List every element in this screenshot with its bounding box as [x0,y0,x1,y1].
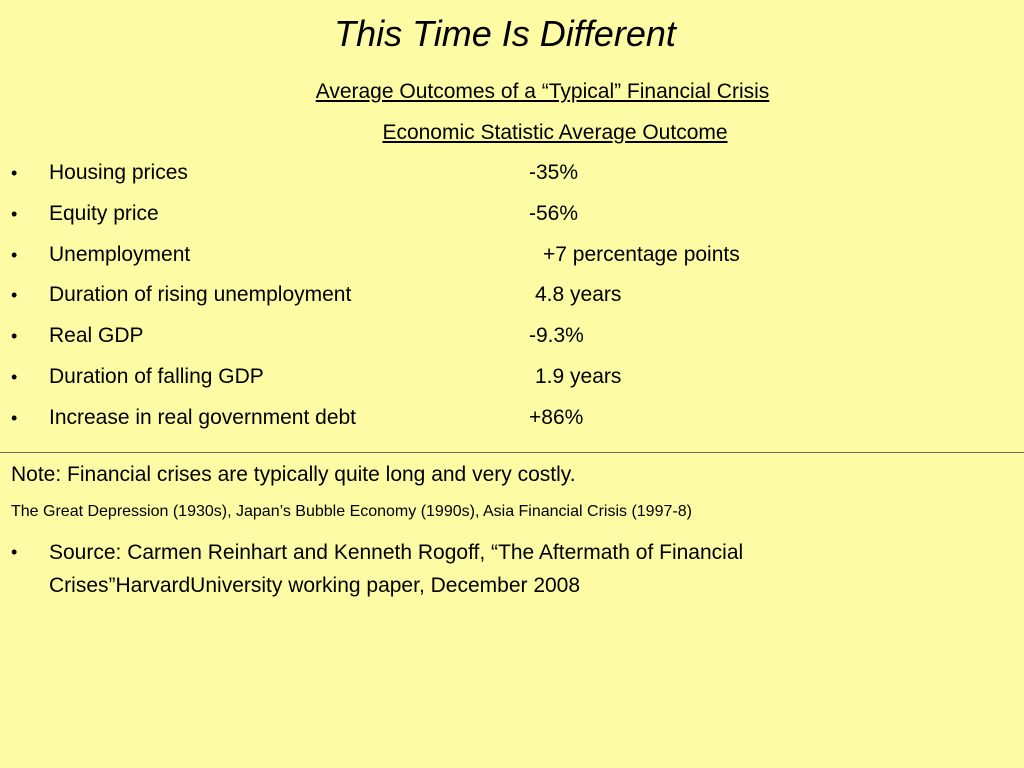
examples-text: The Great Depression (1930s), Japan’s Bubble Economy (1990s), Asia Financial Crisis (1997-8) [11,503,692,520]
list-item [0,363,1024,404]
source-line-2: Crises”HarvardUniversity working paper, December 2008 [49,574,581,597]
statistic-label: Duration of falling GDP [49,364,264,388]
list-item [0,404,1024,445]
source-line-1: Source: Carmen Reinhart and Kenneth Rogoff, “The Aftermath of Financial [49,541,744,564]
slide-subtitle: Average Outcomes of a “Typical” Financial Crisis [315,80,770,103]
bullet-icon: • [11,407,18,428]
list-item [0,322,1024,363]
column-header: Economic Statistic Average Outcome [382,121,728,144]
statistic-label: Unemployment [49,242,191,266]
bullet-icon: • [11,285,18,306]
list-item [0,241,1024,282]
statistic-value: -9.3% [529,324,584,348]
list-item [0,159,1024,200]
statistic-value: 1.9 years [535,364,622,388]
statistic-label: Housing prices [49,161,188,184]
bullet-icon: • [11,326,18,347]
bullet-icon: • [11,163,18,183]
bullet-icon: • [11,203,18,224]
statistic-value: +86% [529,405,584,429]
section-divider [0,452,1024,453]
bullet-icon: • [11,366,18,387]
statistic-label: Duration of rising unemployment [49,283,352,307]
slide-title: This Time Is Different [334,13,676,54]
statistic-value: -35% [529,161,579,184]
note-text: Note: Financial crises are typically quite long and very costly. [11,463,576,486]
source-text [49,536,949,602]
statistic-label: Equity price [49,201,159,225]
statistics-list [0,159,1024,445]
bullet-icon: • [11,542,18,562]
statistic-value: -56% [529,201,579,225]
statistic-label: Real GDP [49,324,144,348]
statistic-value: 4.8 years [535,283,622,307]
list-item [0,281,1024,322]
bullet-icon: • [11,244,18,265]
statistic-value: +7 percentage points [543,242,740,266]
list-item [0,200,1024,241]
statistic-label: Increase in real government debt [49,405,357,429]
